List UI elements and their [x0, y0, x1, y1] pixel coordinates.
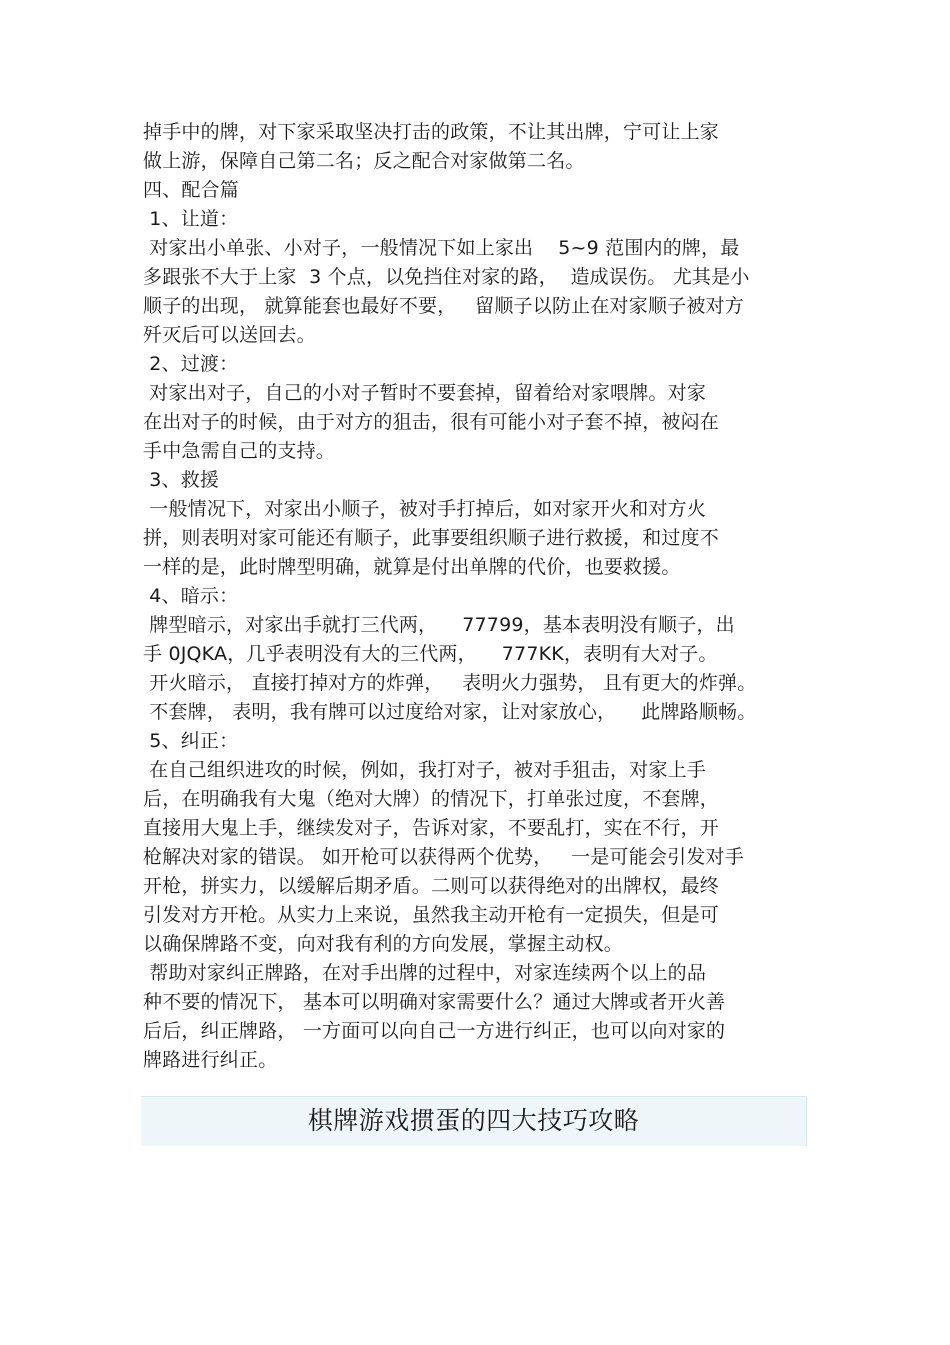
subsection-heading: 5、纠正： — [143, 730, 239, 752]
subsection-heading: 2、过渡： — [143, 353, 239, 375]
text-line: 手 0JQKA，几乎表明没有大的三代两， 777KK，表明有大对子。 — [143, 643, 718, 665]
text-line: 一般情况下，对家出小顺子，被对手打掉后，如对家开火和对方火 — [143, 498, 707, 520]
text-line: 后，在明确我有大鬼（绝对大牌）的情况下，打单张过度，不套牌， — [143, 788, 720, 810]
text-line: 种不要的情况下， 基本可以明确对家需要什么？通过大牌或者开火善 — [143, 991, 726, 1013]
text-line: 拼，则表明对家可能还有顺子，此事要组织顺子进行救援，和过度不 — [143, 527, 720, 549]
subsection-heading: 4、暗示： — [143, 585, 239, 607]
text-line: 顺子的出现， 就算能套也最好不要， 留顺子以防止在对家顺子被对方 — [143, 295, 744, 317]
text-line: 帮助对家纠正牌路，在对手出牌的过程中，对家连续两个以上的品 — [143, 962, 707, 984]
text-line: 掉手中的牌，对下家采取坚决打击的政策，不让其出牌，宁可让上家 — [143, 121, 720, 143]
text-line: 在出对子的时候，由于对方的狙击，很有可能小对子套不掉，被闷在 — [143, 411, 720, 433]
subsection-heading: 1、让道： — [143, 208, 239, 230]
text-line: 对家出对子，自己的小对子暂时不要套掉，留着给对家喂牌。对家 — [143, 382, 707, 404]
text-line: 手中急需自己的支持。 — [143, 440, 336, 462]
text-line: 牌型暗示，对家出手就打三代两， 77799，基本表明没有顺子，出 — [143, 614, 735, 636]
subsection-heading: 3、救援 — [143, 469, 220, 491]
text-line: 歼灭后可以送回去。 — [143, 324, 316, 346]
text-line: 做上游，保障自己第二名；反之配合对家做第二名。 — [143, 150, 585, 172]
text-line: 枪解决对家的错误。 如开枪可以获得两个优势， 一是可能会引发对手 — [143, 846, 744, 868]
text-line: 一样的是，此时牌型明确，就算是付出单牌的代价，也要救援。 — [143, 556, 681, 578]
text-line: 在自己组织进攻的时候，例如，我打对子，被对手狙击，对家上手 — [143, 759, 707, 781]
section-heading: 四、配合篇 — [143, 179, 240, 201]
body-text — [143, 118, 823, 1075]
text-line: 引发对方开枪。从实力上来说，虽然我主动开枪有一定损失，但是可 — [143, 904, 720, 926]
section-title-banner — [141, 1096, 807, 1146]
text-line: 牌路进行纠正。 — [143, 1049, 278, 1071]
text-line: 多跟张不大于上家 3 个点，以免挡住对家的路， 造成误伤。 尤其是小 — [143, 266, 750, 288]
text-line: 开火暗示， 直接打掉对方的炸弹， 表明火力强势， 且有更大的炸弹。 — [143, 672, 757, 694]
text-line: 以确保牌路不变，向对我有利的方向发展，掌握主动权。 — [143, 933, 624, 955]
text-line: 后后，纠正牌路， 一方面可以向自己一方进行纠正，也可以向对家的 — [143, 1020, 726, 1042]
text-line: 开枪，拼实力，以缓解后期矛盾。二则可以获得绝对的出牌权，最终 — [143, 875, 720, 897]
text-line: 对家出小单张、小对子，一般情况下如上家出 5~9 范围内的牌，最 — [143, 237, 740, 259]
text-line: 直接用大鬼上手，继续发对子，告诉对家，不要乱打，实在不行，开 — [143, 817, 720, 839]
section-title: 棋牌游戏掼蛋的四大技巧攻略 — [307, 1106, 640, 1135]
text-line: 不套牌， 表明，我有牌可以过度给对家，让对家放心， 此牌路顺畅。 — [143, 701, 757, 723]
